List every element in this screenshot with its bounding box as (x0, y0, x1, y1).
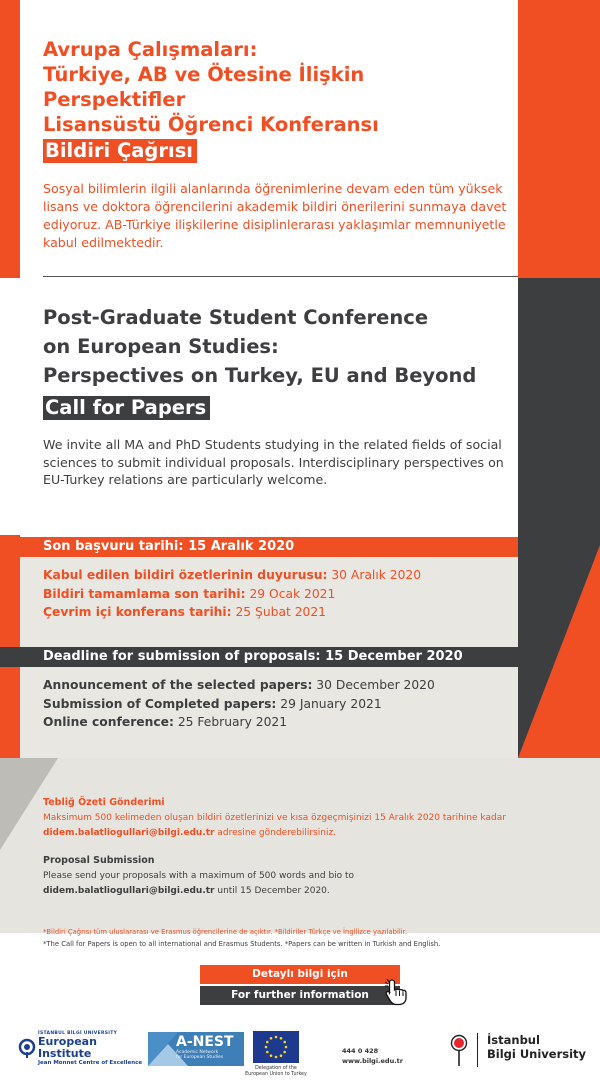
date-label: Bildiri tamamlama son tarihi: (43, 586, 246, 601)
hand-cursor-icon (384, 978, 410, 1006)
contact-info (342, 1046, 403, 1066)
orange-triangle-decoration (518, 545, 600, 758)
english-title-line: Post-Graduate Student Conference (43, 306, 429, 329)
date-label: Submission of Completed papers: (43, 696, 277, 711)
anest-subtitle: Academic Network (176, 1050, 219, 1055)
date-value: 30 December 2020 (316, 678, 435, 692)
english-cfp-label: Call for Papers (43, 396, 210, 420)
submission-text: Maksimum 500 kelimeden oluşan bildiri özetlerinizi ve kısa özgeçmişinizi 15 Aralık 2020 tarihine kadar (43, 813, 506, 823)
ei-university-label: İSTANBUL BİLGİ UNIVERSITY (38, 1031, 118, 1036)
turkish-deadline-header: Son başvuru tarihi: 15 Aralık 2020 (0, 537, 518, 557)
date-item (43, 676, 435, 695)
turkish-cfp-label: Bildiri Çağrısı (43, 139, 197, 163)
turkish-title (43, 37, 513, 137)
english-title-line: Perspectives on Turkey, EU and Beyond (43, 364, 477, 387)
european-institute-logo-icon (18, 1030, 143, 1066)
eu-delegation-caption (240, 1066, 312, 1077)
english-deadline-header: Deadline for submission of proposals: 15 December 2020 (0, 647, 518, 667)
english-intro: We invite all MA and PhD Students studying in the related fields of social sciences to submit individual proposals. Interdisciplinary perspectives on EU-Turkey relations are particularly welcome. (43, 437, 504, 487)
more-info-button-tr[interactable]: Detaylı bilgi için (200, 965, 400, 984)
anest-logo (148, 1032, 244, 1066)
ei-subtitle: Jean Monnet Centre of Excellence (38, 1060, 143, 1066)
turkish-note: *Bildiri Çağrısı tüm uluslararası ve Erasmus öğrencilerine de açıktır. *Bildiriler Türkçe ve İngilizce yazılabilir. (43, 928, 407, 936)
english-submission-heading: Proposal Submission (43, 855, 155, 866)
turkish-submission-text (43, 811, 563, 840)
english-dates-list (43, 676, 435, 732)
english-title-line: on European Studies: (43, 335, 279, 358)
email-link[interactable]: didem.balatliogullari@bilgi.edu.tr (43, 885, 215, 896)
bilgi-logo-icon (449, 1030, 589, 1070)
date-value: 30 Aralık 2020 (331, 568, 422, 582)
date-label: Çevrim içi konferans tarihi: (43, 605, 232, 619)
date-value: 25 Şubat 2021 (235, 605, 327, 619)
submission-text: until 15 December 2020. (214, 885, 330, 896)
eu-flag-icon (253, 1031, 299, 1063)
bilgi-name-line: Bilgi University (487, 1047, 587, 1061)
date-item (43, 585, 421, 604)
date-label: Announcement of the selected papers: (43, 678, 313, 692)
english-submission-text (43, 869, 563, 898)
email-link[interactable]: didem.balatliogullari@bilgi.edu.tr (43, 827, 215, 838)
submission-text: Please send your proposals with a maximum of 500 words and bio to (43, 871, 355, 881)
date-item (43, 566, 421, 585)
eu-caption-line: European Union to Turkey (245, 1071, 307, 1077)
eu-caption-line: Delegation of the (255, 1066, 297, 1071)
date-item (43, 603, 421, 622)
bilgi-name-line: İstanbul (487, 1033, 540, 1047)
date-value: 25 February 2021 (177, 715, 288, 729)
website-link[interactable]: www.bilgi.edu.tr (342, 1057, 403, 1065)
date-value: 29 January 2021 (280, 696, 382, 711)
turkish-intro: Sosyal bilimlerin ilgili alanlarında öğrenimlerine devam eden tüm yüksek lisans ve doktora öğrencilerini akademik bildiri önerilerini sunmaya davet ediyoruz. AB-Türkiye ilişkilerine disiplinlerarası yaklaşımlar memnuniyetle kabul edilmektedir. (43, 181, 507, 250)
turkish-submission-heading: Tebliğ Özeti Gönderimi (43, 797, 165, 808)
anest-name: A-NEST (176, 1034, 234, 1050)
date-item (43, 695, 435, 714)
turkish-title-line: Lisansüstü Öğrenci Konferansı (43, 113, 379, 136)
turkish-title-line: Türkiye, AB ve Ötesine İlişkin Perspektifler (43, 63, 365, 111)
date-value: 29 Ocak 2021 (249, 586, 336, 601)
english-title (43, 303, 513, 390)
turkish-dates-list (43, 566, 421, 622)
date-label: Kabul edilen bildiri özetlerinin duyurusu: (43, 568, 328, 582)
gray-background-bottom (0, 758, 600, 933)
ei-name: European Institute (38, 1035, 97, 1060)
phone-number: 444 0 428 (342, 1047, 379, 1055)
english-note: *The Call for Papers is open to all international and Erasmus Students. *Papers can be written in Turkish and English. (43, 940, 441, 948)
anest-subtitle: for European Studies (176, 1055, 224, 1060)
date-label: Online conference: (43, 715, 174, 729)
more-info-button-en[interactable]: For further information (200, 986, 400, 1005)
submission-text: adresine gönderebilirsiniz. (214, 827, 337, 838)
turkish-title-line: Avrupa Çalışmaları: (43, 38, 258, 61)
section-divider (43, 276, 518, 277)
date-item (43, 713, 435, 732)
